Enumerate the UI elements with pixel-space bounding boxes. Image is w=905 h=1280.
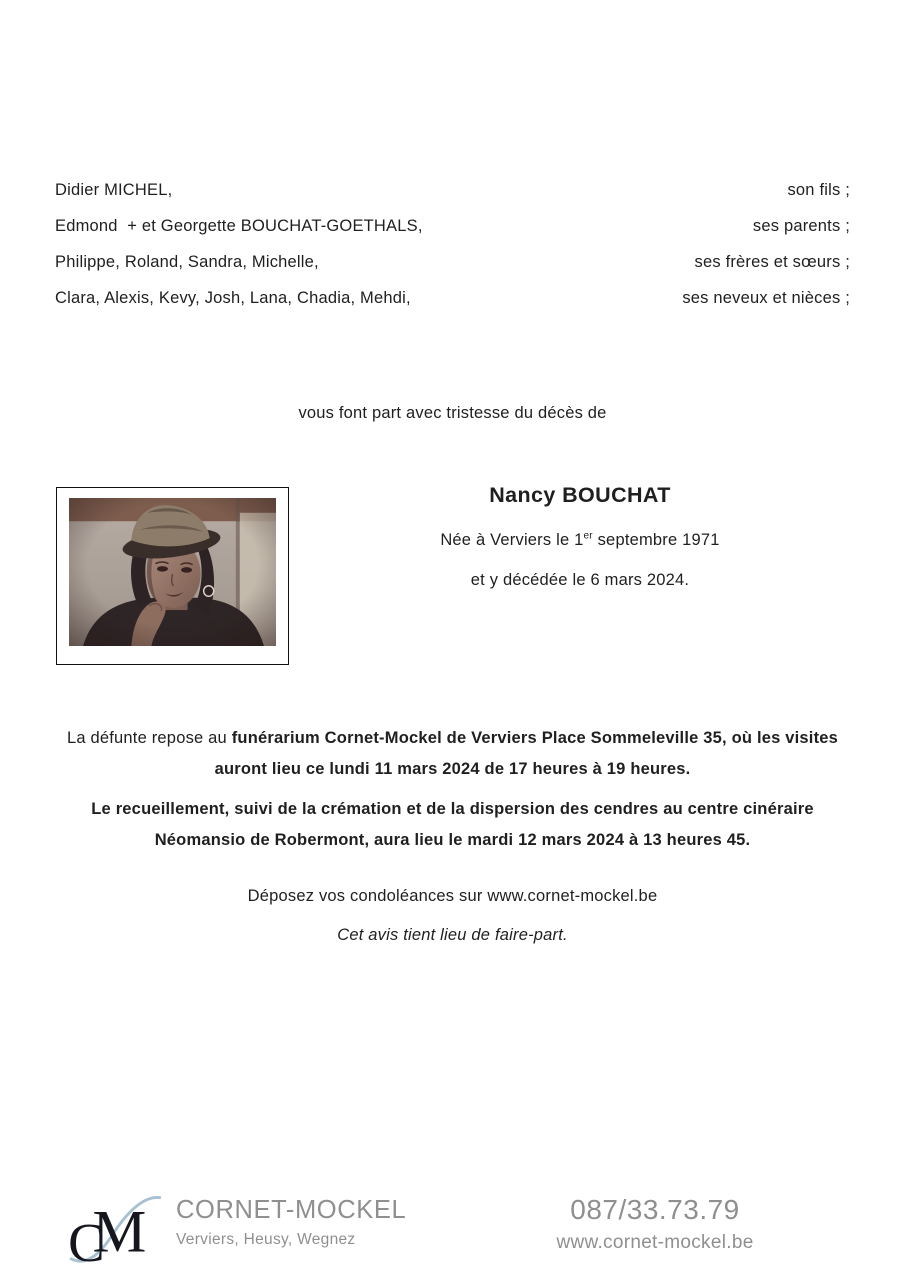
family-names: Didier MICHEL, xyxy=(55,181,173,199)
announcement-intro: vous font part avec tristesse du décès de xyxy=(298,404,607,422)
family-row xyxy=(55,253,850,289)
company-locations: Verviers, Heusy, Wegnez xyxy=(176,1231,356,1248)
birth-suffix: septembre 1971 xyxy=(592,531,720,549)
cornet-mockel-logo xyxy=(66,1186,164,1268)
logo-letter-m: M xyxy=(92,1198,147,1266)
footer-company-block xyxy=(176,1196,406,1249)
birth-prefix: Née à Verviers le 1 xyxy=(440,531,584,549)
website-url: www.cornet-mockel.be xyxy=(556,1232,754,1253)
family-section xyxy=(55,181,850,325)
funeral-details xyxy=(55,723,850,865)
portrait-photo xyxy=(56,487,289,665)
phone-number: 087/33.73.79 xyxy=(570,1194,740,1225)
family-names: Philippe, Roland, Sandra, Michelle, xyxy=(55,253,319,271)
death-line: et y décédée le 6 mars 2024. xyxy=(470,571,690,589)
deceased-identity-block xyxy=(290,483,870,607)
logo-letter-c: C xyxy=(68,1212,105,1268)
family-relation: son fils ; xyxy=(787,181,850,199)
repose-bold: funérarium Cornet-Mockel de Verviers Place Sommeleville 35, où les visites auront lieu ce lundi 11 mars 2024 de 17 heures à 19 heures. xyxy=(214,729,839,778)
ceremony-paragraph: Le recueillement, suivi de la crémation et de la dispersion des cendres au centre cinéraire Néomansio de Robermont, aura lieu le mardi 12 mars 2024 à 13 heures 45. xyxy=(91,800,814,849)
family-row xyxy=(55,289,850,325)
repose-lead: La défunte repose au xyxy=(66,729,232,747)
family-row xyxy=(55,217,850,253)
family-names: Clara, Alexis, Kevy, Josh, Lana, Chadia, Mehdi, xyxy=(55,289,411,307)
family-relation: ses parents ; xyxy=(752,217,850,235)
company-name: CORNET-MOCKEL xyxy=(176,1196,407,1224)
legal-notice: Cet avis tient lieu de faire-part. xyxy=(337,926,568,944)
family-relation: ses neveux et nièces ; xyxy=(682,289,850,307)
family-row xyxy=(55,181,850,217)
portrait-illustration xyxy=(69,498,276,646)
birth-line xyxy=(290,531,870,550)
footer-contact-block xyxy=(455,1194,855,1254)
birth-ordinal: er xyxy=(583,530,593,542)
condolences-line: Déposez vos condoléances sur www.cornet-mockel.be xyxy=(247,887,658,905)
family-names: Edmond + et Georgette BOUCHAT-GOETHALS, xyxy=(55,217,423,235)
repose-paragraph xyxy=(55,723,850,785)
family-relation: ses frères et sœurs ; xyxy=(694,253,850,271)
deceased-name: Nancy BOUCHAT xyxy=(489,483,671,507)
